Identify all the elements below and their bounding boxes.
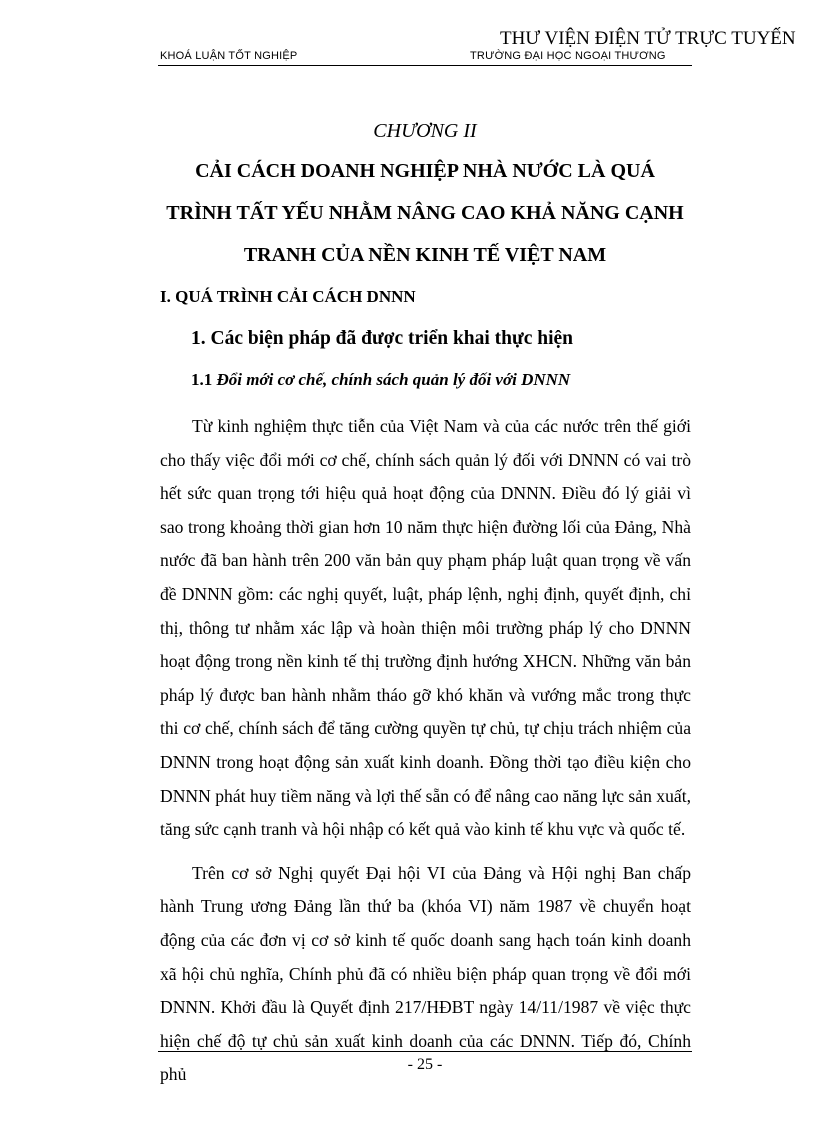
chapter-title-line-3: TRANH CỦA NỀN KINH TẾ VIỆT NAM xyxy=(243,244,607,266)
page-number: - 25 - xyxy=(407,1056,443,1073)
section-heading-I: I. QUÁ TRÌNH CẢI CÁCH DNNN xyxy=(160,287,416,306)
watermark-text: THƯ VIỆN ĐIỆN TỬ TRỰC TUYẾN xyxy=(500,28,796,49)
chapter-title-line-1: CẢI CÁCH DOANH NGHIỆP NHÀ NƯỚC LÀ QUÁ xyxy=(195,160,655,182)
section-heading-1: 1. Các biện pháp đã được triển khai thực hiện xyxy=(191,328,574,349)
header-rule xyxy=(158,65,692,66)
body-text xyxy=(160,410,691,1092)
section-number: 1.1 xyxy=(191,370,217,389)
chapter-title-line-2: TRÌNH TẤT YẾU NHẰM NÂNG CAO KHẢ NĂNG CẠNH xyxy=(166,202,684,224)
paragraph-1: Từ kinh nghiệm thực tiễn của Việt Nam và của các nước trên thế giới cho thấy việc đổi mới cơ chế, chính sách quản lý đối với DNNN có vai trò hết sức quan trọng tới hiệu quả hoạt động của DNNN. Điều đó lý giải vì sao trong khoảng thời gian hơn 10 năm thực hiện đường lối của Đảng, Nhà nước đã ban hành trên 200 văn bản quy phạm pháp luật quan trọng về vấn đề DNNN gồm: các nghị quyết, luật, pháp lệnh, nghị định, quyết định, chỉ thị, thông tư nhằm xác lập và hoàn thiện môi trường pháp lý cho DNNN hoạt động trong nền kinh tế thị trường định hướng XHCN. Những văn bản pháp lý được ban hành nhằm tháo gỡ khó khăn và vướng mắc trong thực thi cơ chế, chính sách để tăng cường quyền tự chủ, tự chịu trách nhiệm của DNNN trong hoạt động sản xuất kinh doanh. Đồng thời tạo điều kiện cho DNNN phát huy tiềm năng và lợi thế sẵn có để nâng cao năng lực sản xuất, tăng sức cạnh tranh và hội nhập có kết quả vào kinh tế khu vực và quốc tế. xyxy=(160,416,691,840)
header-left-text: KHOÁ LUẬN TỐT NGHIỆP xyxy=(160,50,298,62)
paragraph-2: Trên cơ sở Nghị quyết Đại hội VI của Đảng và Hội nghị Ban chấp hành Trung ương Đảng lần thứ ba (khóa VI) năm 1987 về chuyển hoạt động của các đơn vị cơ sở kinh tế quốc doanh sang hạch toán kinh doanh xã hội chủ nghĩa, Chính phủ đã có nhiều biện pháp quan trọng về đổi mới DNNN. Khởi đầu là Quyết định 217/HĐBT ngày 14/11/1987 về việc thực hiện chế độ tự chủ sản xuất kinh doanh của các DNNN. Tiếp đó, Chính phủ xyxy=(160,862,691,1085)
section-heading-1-1 xyxy=(191,370,570,390)
chapter-label: CHƯƠNG II xyxy=(373,120,477,142)
header-right-text: TRƯỜNG ĐẠI HỌC NGOẠI THƯƠNG xyxy=(470,50,666,62)
footer-rule xyxy=(158,1051,692,1052)
section-title: Đổi mới cơ chế, chính sách quản lý đối với DNNN xyxy=(216,370,571,389)
